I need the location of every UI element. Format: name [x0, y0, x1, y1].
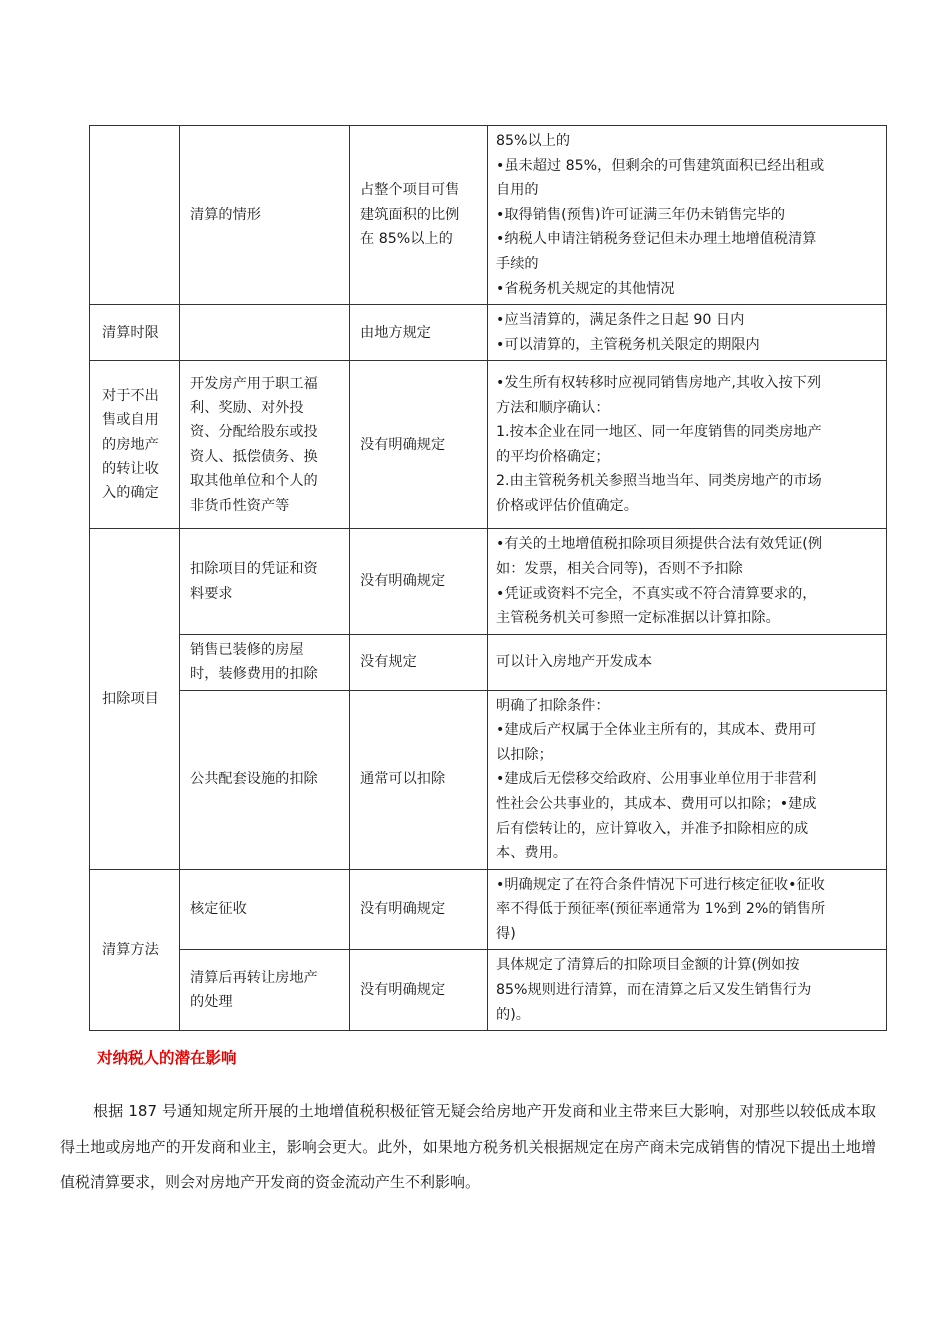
cell-line: 通常可以扣除	[360, 771, 446, 788]
cell-line: 的处理	[190, 994, 233, 1011]
new-rule-cell	[488, 634, 887, 690]
cell-line: 没有明确规定	[360, 573, 446, 590]
cell-line: 核定征收	[190, 901, 247, 918]
cell-line: 本、费用。	[496, 845, 567, 862]
table-row	[90, 126, 887, 305]
table-row	[90, 529, 887, 634]
land-vat-comparison-table	[89, 125, 887, 1031]
new-rule-cell	[488, 950, 887, 1031]
cell-line: 价格或评估价值确定。	[496, 498, 638, 515]
cell-line: 可以计入房地产开发成本	[496, 653, 653, 670]
table-row	[90, 690, 887, 869]
cell-line: 没有规定	[360, 653, 417, 670]
old-rule-cell	[350, 869, 488, 950]
cell-line: 由地方规定	[360, 324, 431, 341]
new-rule-cell	[488, 305, 887, 361]
cell-line: 时，装修费用的扣除	[190, 666, 318, 683]
new-rule-cell	[488, 529, 887, 634]
cell-line: 没有明确规定	[360, 982, 446, 999]
cell-line: 资、分配给股东或投	[190, 424, 318, 441]
cell-line: 扣除项目的凭证和资	[190, 561, 318, 578]
cell-line: •应当清算的，满足条件之日起 90 日内	[496, 312, 745, 329]
cell-line: 的平均价格确定；	[496, 448, 610, 465]
item-cell	[180, 690, 350, 869]
cell-line: 自用的	[496, 182, 539, 199]
item-cell	[180, 950, 350, 1031]
cell-line: 建筑面积的比例	[360, 206, 460, 223]
cell-line: 对于不出	[102, 387, 159, 404]
cell-line: 取其他单位和个人的	[190, 473, 318, 490]
item-cell	[180, 529, 350, 634]
cell-line: 方法和顺序确认：	[496, 399, 610, 416]
table-row	[90, 869, 887, 950]
new-rule-cell	[488, 690, 887, 869]
cell-line: •建成后无偿移交给政府、公用事业单位用于非营利	[496, 771, 817, 788]
cell-line: 占整个项目可售	[360, 182, 460, 199]
item-cell	[180, 361, 350, 529]
cell-line: •发生所有权转移时应视同销售房地产,其收入按下列	[496, 375, 822, 392]
cell-line: 的转让收	[102, 461, 159, 478]
cell-line: •省税务机关规定的其他情况	[496, 280, 675, 297]
item-cell	[180, 634, 350, 690]
cell-line: 得)	[496, 925, 516, 942]
new-rule-cell	[488, 126, 887, 305]
cell-line: 销售已装修的房屋	[190, 641, 304, 658]
cell-line: 利、奖励、对外投	[190, 400, 304, 417]
cell-line: 清算后再转让房地产	[190, 969, 318, 986]
table-row	[90, 634, 887, 690]
table-row	[90, 361, 887, 529]
cell-line: 的房地产	[102, 436, 159, 453]
old-rule-cell	[350, 361, 488, 529]
cell-line: 在 85%以上的	[360, 231, 453, 248]
cell-line: 售或自用	[102, 412, 159, 429]
cell-line: 85%规则进行清算，而在清算之后又发生销售行为	[496, 982, 812, 999]
cell-line: 的)。	[496, 1006, 530, 1023]
table-row	[90, 950, 887, 1031]
item-cell	[180, 869, 350, 950]
cell-line: 率不得低于预征率(预征率通常为 1%到 2%的销售所	[496, 901, 826, 918]
cell-line: 具体规定了清算后的扣除项目金额的计算(例如按	[496, 957, 800, 974]
cell-line: 没有明确规定	[360, 901, 446, 918]
cell-line: •建成后产权属于全体业主所有的，其成本、费用可	[496, 722, 817, 739]
cell-line: 明确了扣除条件：	[496, 697, 610, 714]
cell-line: 后有偿转让的，应计算收入，并准予扣除相应的成	[496, 820, 809, 837]
category-cell: 清算时限	[90, 305, 180, 361]
cell-line: 1.按本企业在同一地区、同一年度销售的同类房地产	[496, 424, 822, 441]
cell-line: 非货币性资产等	[190, 497, 290, 514]
cell-line: 开发房产用于职工福	[190, 375, 318, 392]
cell-line: •凭证或资料不完全，不真实或不符合清算要求的，	[496, 585, 817, 602]
cell-line: 没有明确规定	[360, 436, 446, 453]
cell-line: 资人、抵偿债务、换	[190, 448, 318, 465]
cell-line: •可以清算的，主管税务机关限定的期限内	[496, 336, 760, 353]
item-cell: 清算的情形	[180, 126, 350, 305]
new-rule-cell	[488, 869, 887, 950]
category-cell	[90, 361, 180, 529]
cell-line: 2.由主管税务机关参照当地当年、同类房地产的市场	[496, 473, 822, 490]
category-cell: 扣除项目	[90, 529, 180, 869]
cell-line: 手续的	[496, 255, 539, 272]
old-rule-cell	[350, 305, 488, 361]
category-cell	[90, 126, 180, 305]
section-heading: 对纳税人的潜在影响	[97, 1049, 237, 1067]
cell-line: •虽未超过 85%，但剩余的可售建筑面积已经出租或	[496, 157, 825, 174]
cell-line: 85%以上的	[496, 133, 571, 149]
section-paragraph: 根据 187 号通知规定所开展的土地增值税积极征管无疑会给房地产开发商和业主带来巨大影响，对那些以较低成本取得土地或房地产的开发商和业主，影响会更大。此外，如果地方税务机关根据规定在房产商未完成销售的情况下提出土地增值税清算要求，则会对房地产开发商的资金流动产生不利影响。	[60, 1102, 876, 1191]
cell-line: 公共配套设施的扣除	[190, 771, 318, 788]
cell-line: •有关的土地增值税扣除项目须提供合法有效凭证(例	[496, 536, 823, 553]
old-rule-cell	[350, 950, 488, 1031]
cell-line: •明确规定了在符合条件情况下可进行核定征收•征收	[496, 876, 825, 893]
cell-line: 主管税务机关可参照一定标准据以计算扣除。	[496, 610, 780, 627]
cell-line: 料要求	[190, 585, 233, 602]
cell-line: 性社会公共事业的，其成本、费用可以扣除；•建成	[496, 795, 817, 812]
old-rule-cell	[350, 529, 488, 634]
cell-line: •取得销售(预售)许可证满三年仍未销售完毕的	[496, 206, 786, 223]
cell-line: •纳税人申请注销税务登记但未办理土地增值税清算	[496, 231, 817, 248]
cell-line: 以扣除；	[496, 746, 553, 763]
item-cell	[180, 305, 350, 361]
new-rule-cell	[488, 361, 887, 529]
old-rule-cell	[350, 634, 488, 690]
cell-line: 入的确定	[102, 485, 159, 502]
table-row	[90, 305, 887, 361]
category-cell: 清算方法	[90, 869, 180, 1031]
cell-line: 如：发票，相关合同等)，否则不予扣除	[496, 560, 743, 577]
old-rule-cell	[350, 126, 488, 305]
old-rule-cell	[350, 690, 488, 869]
